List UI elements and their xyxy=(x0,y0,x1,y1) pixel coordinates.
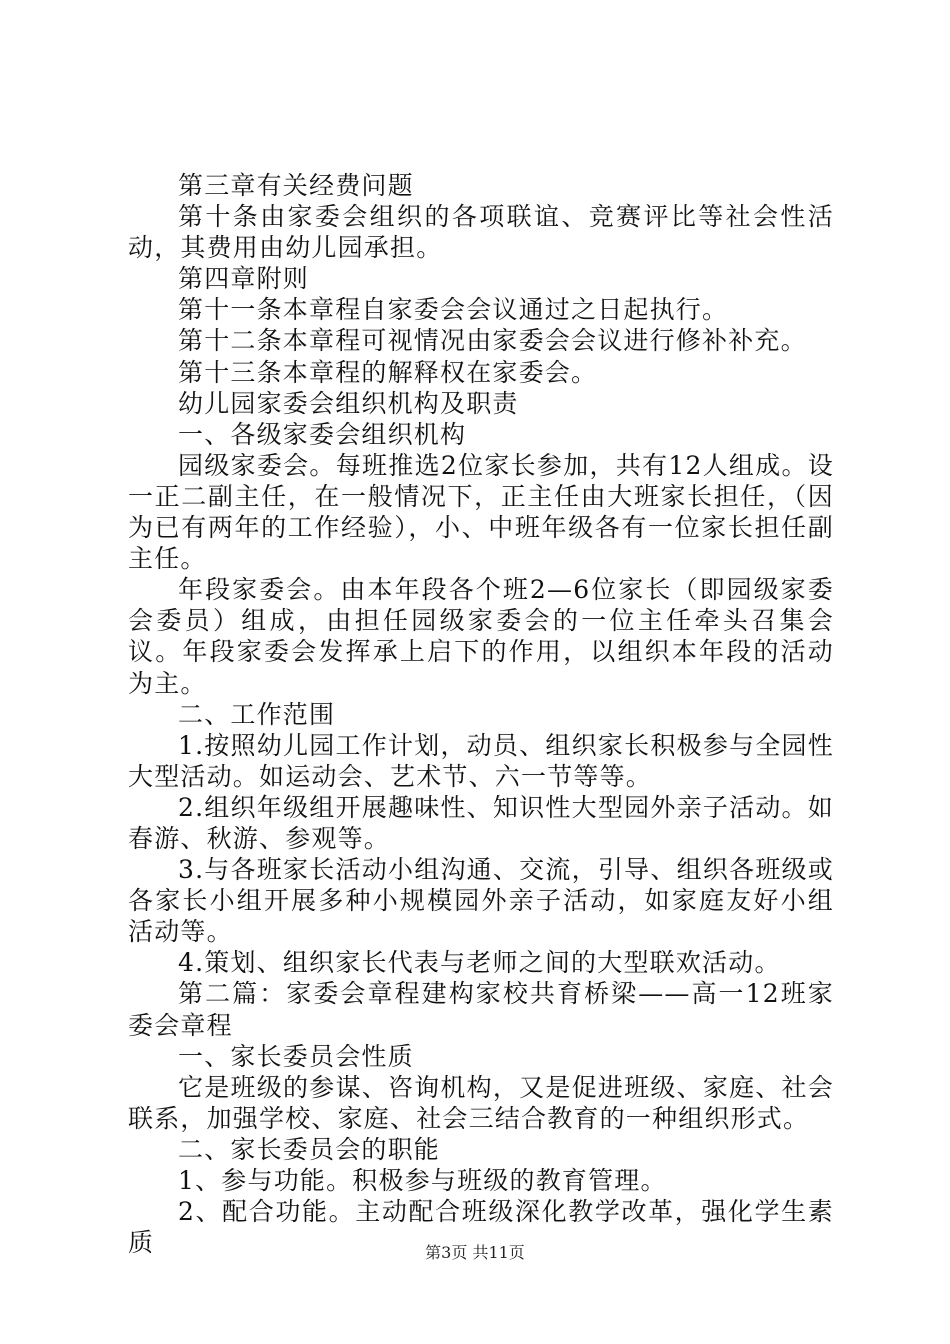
paragraph: 一、各级家委会组织机构 xyxy=(178,419,467,449)
paragraph: 第二篇：家委会章程建构家校共育桥梁——高一12班家委会章程 xyxy=(128,979,834,1040)
paragraph: 幼儿园家委会组织机构及职责 xyxy=(178,388,519,418)
page-number: 第3页 共11页 xyxy=(425,1243,525,1262)
paragraph: 2.组织年级组开展趣味性、知识性大型园外亲子活动。如春游、秋游、参观等。 xyxy=(128,792,834,853)
paragraph: 第十条由家委会组织的各项联谊、竞赛评比等社会性活动，其费用由幼儿园承担。 xyxy=(128,202,834,263)
paragraph: 它是班级的参谋、咨询机构，又是促进班级、家庭、社会联系，加强学校、家庭、社会三结合教育的一种组织形式。 xyxy=(128,1072,834,1133)
document-body xyxy=(128,170,834,1258)
paragraph: 4.策划、组织家长代表与老师之间的大型联欢活动。 xyxy=(178,948,781,978)
paragraph: 1、参与功能。积极参与班级的教育管理。 xyxy=(178,1166,667,1195)
paragraph: 一、家长委员会性质 xyxy=(178,1041,414,1071)
paragraph: 园级家委会。每班推选2位家长参加，共有12人组成。设一正二副主任，在一般情况下，正主任由大班家长担任，（因为已有两年的工作经验），小、中班年级各有一位家长担任副主任。 xyxy=(128,450,834,574)
paragraph: 年段家委会。由本年段各个班2—6位家长（即园级家委会委员）组成，由担任园级家委会的一位主任牵头召集会议。年段家委会发挥承上启下的作用，以组织本年段的活动为主。 xyxy=(128,575,834,698)
paragraph: 二、家长委员会的职能 xyxy=(178,1134,441,1164)
page-footer xyxy=(0,1243,950,1263)
paragraph: 第十二条本章程可视情况由家委会会议进行修补补充。 xyxy=(178,326,807,356)
paragraph: 第四章附则 xyxy=(178,264,310,294)
paragraph: 二、工作范围 xyxy=(178,699,336,729)
paragraph: 3.与各班家长活动小组沟通、交流，引导、组织各班级或各家长小组开展多种小规模园外亲子活动，如家庭友好小组活动等。 xyxy=(128,855,834,947)
paragraph: 2、配合功能。主动配合班级深化教学改革，强化学生素质 xyxy=(128,1197,834,1258)
paragraph: 第十三条本章程的解释权在家委会。 xyxy=(178,357,598,387)
paragraph: 第十一条本章程自家委会会议通过之日起执行。 xyxy=(178,295,729,325)
paragraph: 第三章有关经费问题 xyxy=(178,171,414,200)
paragraph: 1.按照幼儿园工作计划，动员、组织家长积极参与全园性大型活动。如运动会、艺术节、六一节等等。 xyxy=(128,730,834,791)
